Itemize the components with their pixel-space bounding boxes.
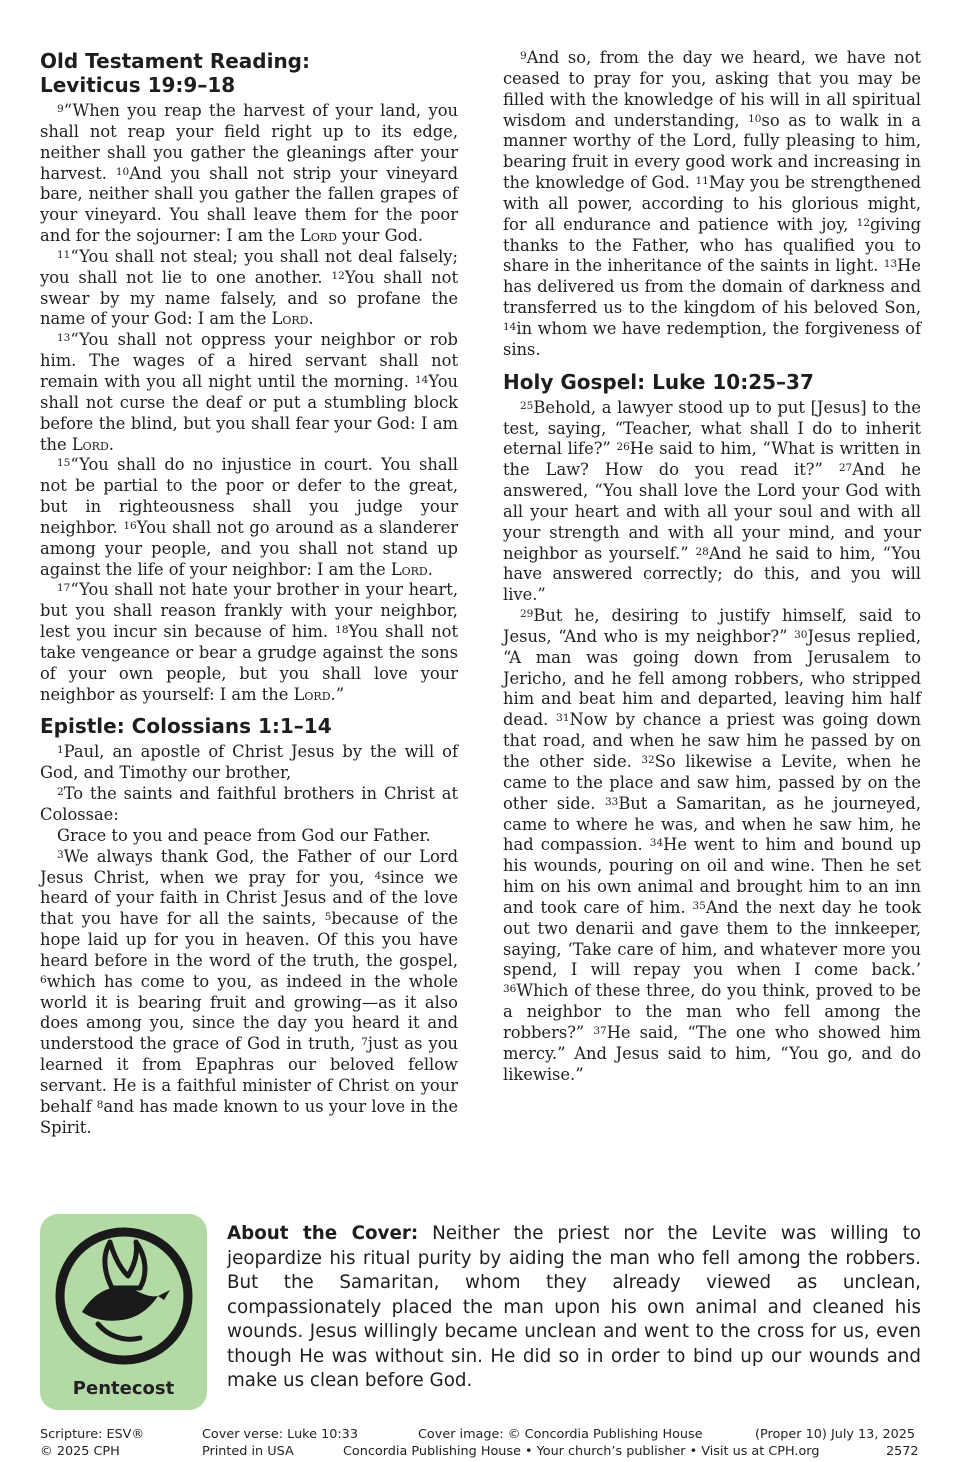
epistle-text-part2 (503, 48, 921, 361)
verse-number: 37 (593, 1024, 607, 1037)
about-the-cover-text (227, 1222, 921, 1394)
verse-number: 25 (520, 399, 534, 412)
verse-number: 26 (616, 441, 630, 454)
verse-number: 4 (374, 869, 382, 882)
verse-number: 34 (649, 837, 664, 850)
scripture-paragraph: $^1$Paul, an apostle of Christ Jesus by the will of God, and Timothy our brother, (40, 742, 458, 783)
footer-scripture: Scripture: ESV® (40, 1427, 145, 1442)
scripture-paragraph: $^{29}$But he, desiring to justify himself, said to Jesus, “And who is my neighbor?” $^{30}$Jesus replied, “A man was going down from Jerusalem to Jericho, and he fell among robbers, who stripped him and beat him and departed, leaving him half dead. $^{31}$Now by chance a priest was going down that road, and when he saw him he passed by on the other side. $^{32}$So likewise a Levite, when he came to the place and saw him, passed by on the other side. $^{33}$But a Samaritan, as he journeyed, came to where he was, and when he saw him, he had compassion. $^{34}$He went to him and bound up his wounds, pouring on oil and wine. Then he set him on his own animal and brought him to an inn and took care of him. $^{35}$And the next day he took out two denarii and gave them to the innkeeper, saying, ‘Take care of him, and whatever more you spend, I will repay you when I come back.’ $^{36}$Which of these three, do you think, proved to be a neighbor to the man who fell among the robbers?” $^{37}$He said, “The one who showed him mercy.” And Jesus said to him, “You go, and do likewise.” (503, 606, 922, 1084)
verse-number: 11 (695, 175, 709, 188)
dove-icon (54, 1226, 194, 1366)
ot-reference: Leviticus 19:9–18 (40, 73, 236, 97)
footer-copyright: © 2025 CPH (40, 1444, 120, 1459)
pentecost-badge (40, 1214, 207, 1410)
verse-number: 30 (794, 628, 808, 641)
verse-number: 17 (57, 582, 71, 595)
verse-number: 7 (361, 1036, 368, 1049)
verse-number: 32 (641, 754, 655, 766)
scripture-paragraph: $^3$We always thank God, the Father of our Lord Jesus Christ, when we pray for you, $^4$since we heard of your faith in Christ Jesus and of the love that you have for all the saints, $^5$because of the hope laid up for you in heaven. Of this you have heard before in the word of the truth, the gospel, $^6$which has come to you, as indeed in the whole world it is bearing fruit and growing—as it also does among you, since the day you heard it and understood the grace of God in truth, $^7$just as you learned it from Epaphras our beloved fellow servant. He is a faithful minister of Christ on your behalf $^8$and has made known to us your love in the Spirit. (40, 846, 458, 1137)
about-the-cover-body: Neither the priest nor the Levite was willing to jeopardize his ritual purity by aiding the man who fell among the robbers. But the Samaritan, whom they already viewed as unclean, compassionately placed the man upon his own animal and cleaned his wounds. Jesus willingly became unclean and went to the cross for us, even though He was without sin. He did so in order to bind up our wounds and make us clean before God. (227, 1223, 922, 1391)
verse-number: 13 (57, 332, 71, 345)
ot-reading-text (40, 101, 458, 705)
verse-number: 13 (883, 258, 898, 271)
small-caps-lord: Lord (293, 684, 331, 704)
footer-scripture-block (40, 1426, 144, 1460)
scripture-paragraph: $^{13}$“You shall not oppress your neighbor or rob him. The wages of a hired servant shall not remain with you all night until the morning. $^{14}$You shall not curse the deaf or put a stumbling block before the blind, but you shall fear your God: I am the Lord. (40, 330, 458, 454)
verse-number: 1 (57, 744, 64, 757)
about-the-cover-section (40, 1214, 921, 1410)
verse-number: 6 (40, 973, 47, 986)
verse-number: 18 (335, 624, 349, 637)
small-caps-lord: Lord (71, 434, 109, 454)
verse-number: 8 (96, 1098, 104, 1111)
scripture-paragraph: $^{11}$“You shall not steal; you shall not deal falsely; you shall not lie to one another. $^{12}$You shall not swear by my name falsely, and so profane the name of your God: I am the Lord. (40, 246, 459, 329)
scripture-paragraph: $^2$To the saints and faithful brothers in Christ at Colossae: (40, 784, 458, 824)
scripture-paragraph: $^9$“When you reap the harvest of your land, you shall not reap your field right up to its edge, neither shall you gather the gleanings after your harvest. $^{10}$And you shall not strip your vineyard bare, neither shall you gather the fallen grapes of your vineyard. You shall leave them for the poor and for the sojourner: I am the Lord your God. (40, 101, 458, 246)
verse-number: 10 (748, 112, 762, 125)
right-column (503, 48, 921, 1086)
small-caps-lord: Lord (300, 226, 337, 246)
footer-cover-verse: Cover verse: Luke 10:33 (202, 1427, 358, 1442)
footer-item-number: 2572 (886, 1444, 919, 1459)
verse-number: 3 (57, 848, 64, 861)
epistle-heading: Epistle: Colossians 1:1–14 (40, 714, 332, 739)
verse-number: 28 (695, 545, 709, 558)
verse-number: 2 (57, 786, 64, 799)
verse-number: 11 (57, 248, 71, 261)
badge-label: Pentecost (72, 1378, 175, 1399)
verse-number: 36 (503, 983, 517, 996)
verse-number: 35 (692, 899, 706, 912)
verse-number: 16 (123, 519, 137, 532)
verse-number: 29 (520, 608, 534, 621)
scripture-paragraph: $^{17}$“You shall not hate your brother in your heart, but you shall reason frankly with your neighbor, lest you incur sin because of him. $^{18}$You shall not take vengeance or bear a grudge against the sons of your own people, but you shall love your neighbor as yourself: I am the Lord.” (40, 580, 459, 704)
gospel-text (503, 398, 921, 1086)
footer-printed: Printed in USA (202, 1444, 294, 1459)
gospel-heading: Holy Gospel: Luke 10:25–37 (503, 369, 814, 394)
left-column (40, 48, 458, 1139)
verse-number: 27 (838, 462, 853, 475)
verse-number: 14 (415, 373, 429, 386)
scripture-paragraph: $^{25}$Behold, a lawyer stood up to put [Jesus] to the test, saying, “Teacher, what shall I do to inherit eternal life?” $^{26}$He said to him, “What is written in the Law? How do you read it?” $^{27}$And he answered, “You shall love the Lord your God with all your heart and with all your soul and with all your strength and with all your mind, and your neighbor as yourself.” $^{28}$And he said to him, “You have answered correctly; do this, and you will live.” (503, 397, 921, 605)
scripture-paragraph: $^9$And so, from the day we heard, we have not ceased to pray for you, asking that you may be filled with the knowledge of his will in all spiritual wisdom and understanding, $^{10}$so as to walk in a manner worthy of the Lord, fully pleasing to him, bearing fruit in every good work and increasing in the knowledge of God. $^{11}$May you be strengthened with all power, according to his glorious might, for all endurance and patience with joy, $^{12}$giving thanks to the Father, who has qualified you to share in the inheritance of the saints in light. $^{13}$He has delivered us from the domain of darkness and transferred us to the kingdom of his beloved Son, $^{14}$in whom we have redemption, the forgiveness of sins. (503, 48, 922, 359)
verse-number: 5 (324, 911, 332, 924)
verse-number: 15 (57, 457, 71, 470)
verse-number: 9 (520, 50, 527, 62)
scripture-paragraph: Grace to you and peace from God our Father. (57, 825, 431, 845)
footer-date: (Proper 10) July 13, 2025 (755, 1427, 916, 1442)
footer-cover-image: Cover image: © Concordia Publishing House (418, 1427, 703, 1442)
ot-heading-line: Old Testament Reading: (40, 49, 310, 73)
verse-number: 9 (57, 103, 64, 115)
verse-number: 12 (856, 216, 871, 229)
verse-number: 10 (115, 165, 130, 178)
verse-number: 14 (503, 320, 517, 333)
footer-publisher: Concordia Publishing House • Your church’s publisher • Visit us at CPH.org (343, 1444, 820, 1459)
about-the-cover-title: About the Cover: (227, 1223, 419, 1244)
small-caps-lord: Lord (271, 309, 309, 329)
epistle-text-part1 (40, 742, 458, 1138)
ot-reading-heading (40, 49, 458, 97)
scripture-paragraph: $^{15}$“You shall do no injustice in court. You shall not be partial to the poor or defer to the great, but in righteousness shall you judge your neighbor. $^{16}$You shall not go around as a slanderer among your people, and you shall not stand up against the life of your neighbor: I am the Lord. (40, 455, 458, 579)
small-caps-lord: Lord (390, 559, 428, 579)
verse-number: 33 (604, 795, 619, 808)
verse-number: 31 (556, 712, 570, 725)
verse-number: 12 (331, 269, 345, 282)
